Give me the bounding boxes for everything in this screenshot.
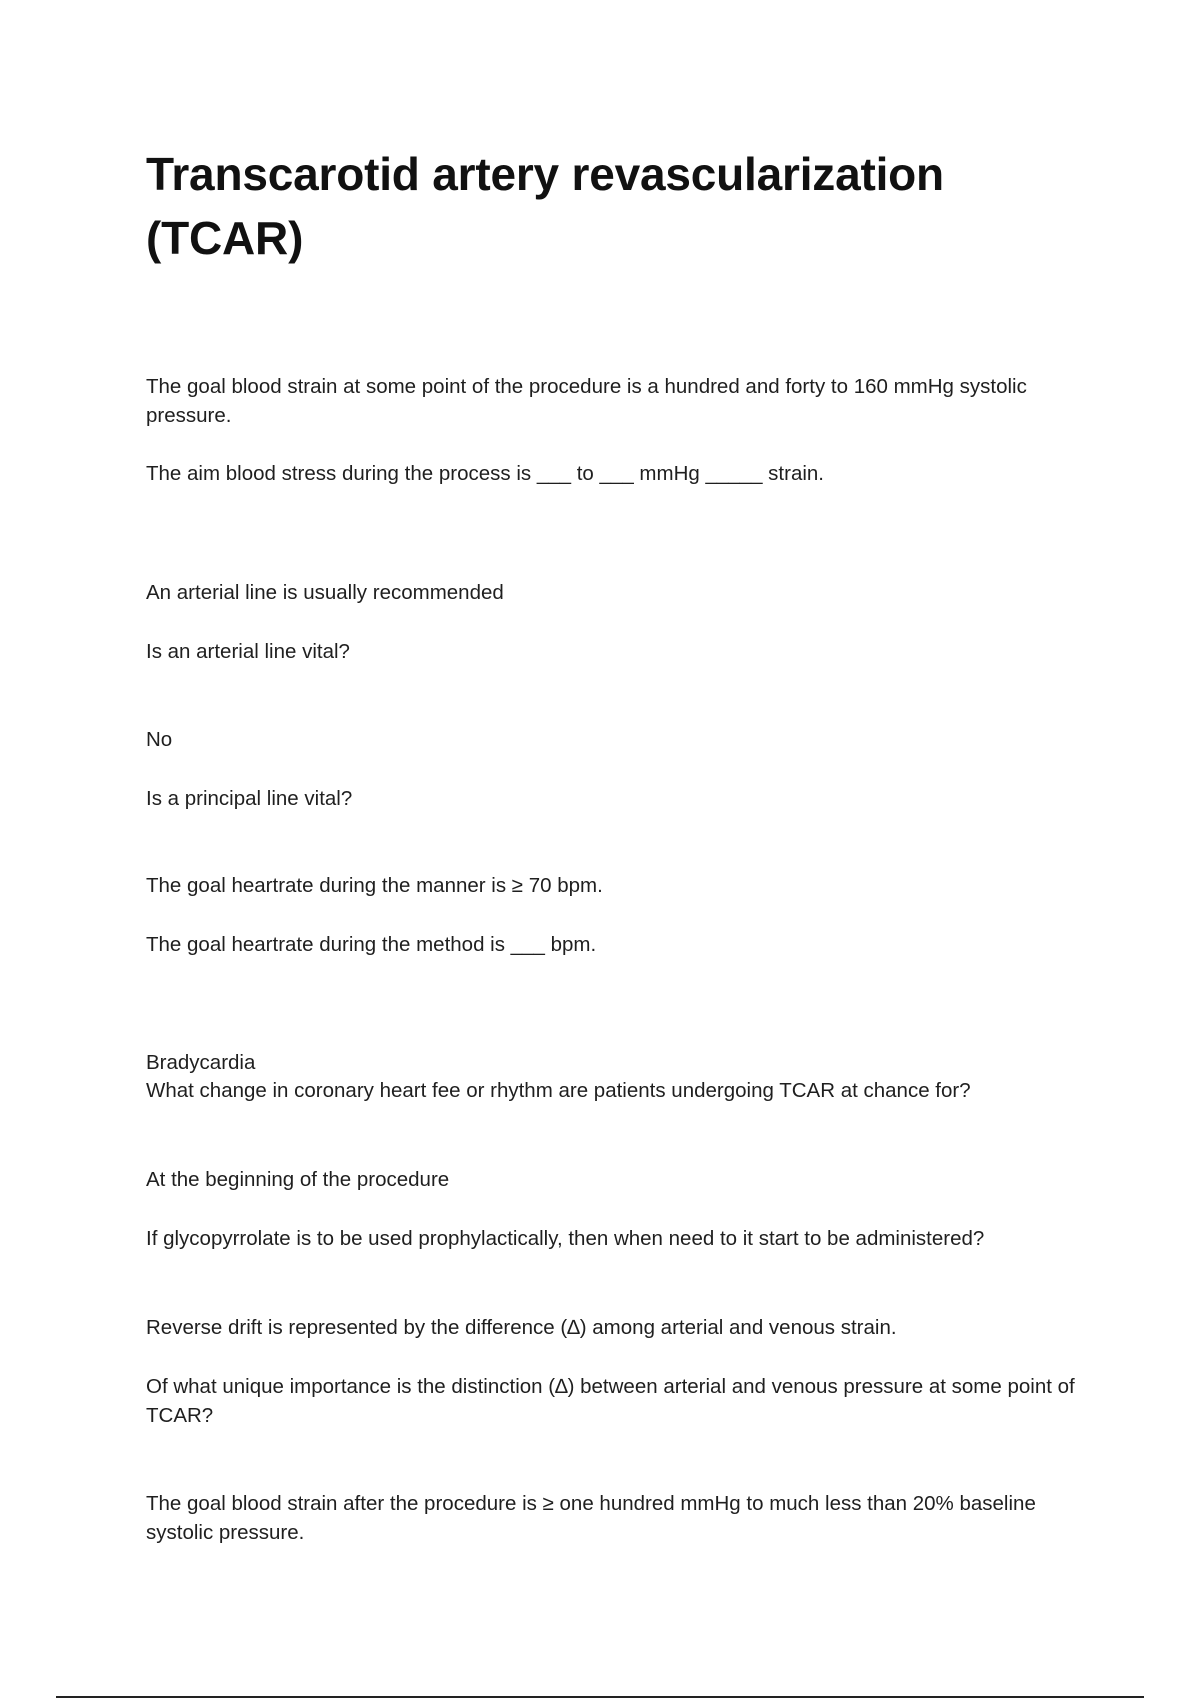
paragraph-bradycardia-question: What change in coronary heart fee or rhythm are patients undergoing TCAR at chance for? <box>146 1079 971 1102</box>
paragraph-goal-bp-procedure: The goal blood strain at some point of the procedure is a hundred and forty to 160 mmHg systolic pressure. <box>146 375 1027 427</box>
paragraph-bradycardia-answer: Bradycardia <box>146 1051 256 1074</box>
footer-divider <box>56 1696 1144 1698</box>
paragraph-glycopyrrolate-answer: At the beginning of the procedure <box>146 1168 450 1191</box>
paragraph-arterial-line-answer: An arterial line is usually recommended <box>146 581 504 604</box>
paragraph-central-line-answer: No <box>146 728 173 751</box>
document-title: Transcarotid artery revascularization (TCAR) <box>146 148 944 264</box>
paragraph-arterial-line-question: Is an arterial line vital? <box>146 640 350 663</box>
paragraph-glycopyrrolate-question: If glycopyrrolate is to be used prophylactically, then when need to it start to be administered? <box>146 1227 985 1250</box>
paragraph-goal-bp-after: The goal blood strain after the procedure is ≥ one hundred mmHg to much less than 20% baseline systolic pressure. <box>146 1492 1036 1544</box>
paragraph-reverse-flow-question: Of what unique importance is the distinction (∆) between arterial and venous pressure at some point of TCAR? <box>146 1375 1075 1427</box>
paragraph-aim-bp-blank: The aim blood stress during the process is ___ to ___ mmHg _____ strain. <box>146 462 824 485</box>
paragraph-goal-hr-blank: The goal heartrate during the method is ___ bpm. <box>146 933 597 956</box>
paragraph-goal-hr: The goal heartrate during the manner is ≥ 70 bpm. <box>146 874 603 897</box>
paragraph-reverse-flow-answer: Reverse drift is represented by the difference (∆) among arterial and venous strain. <box>146 1316 897 1339</box>
paragraph-central-line-question: Is a principal line vital? <box>146 787 353 810</box>
